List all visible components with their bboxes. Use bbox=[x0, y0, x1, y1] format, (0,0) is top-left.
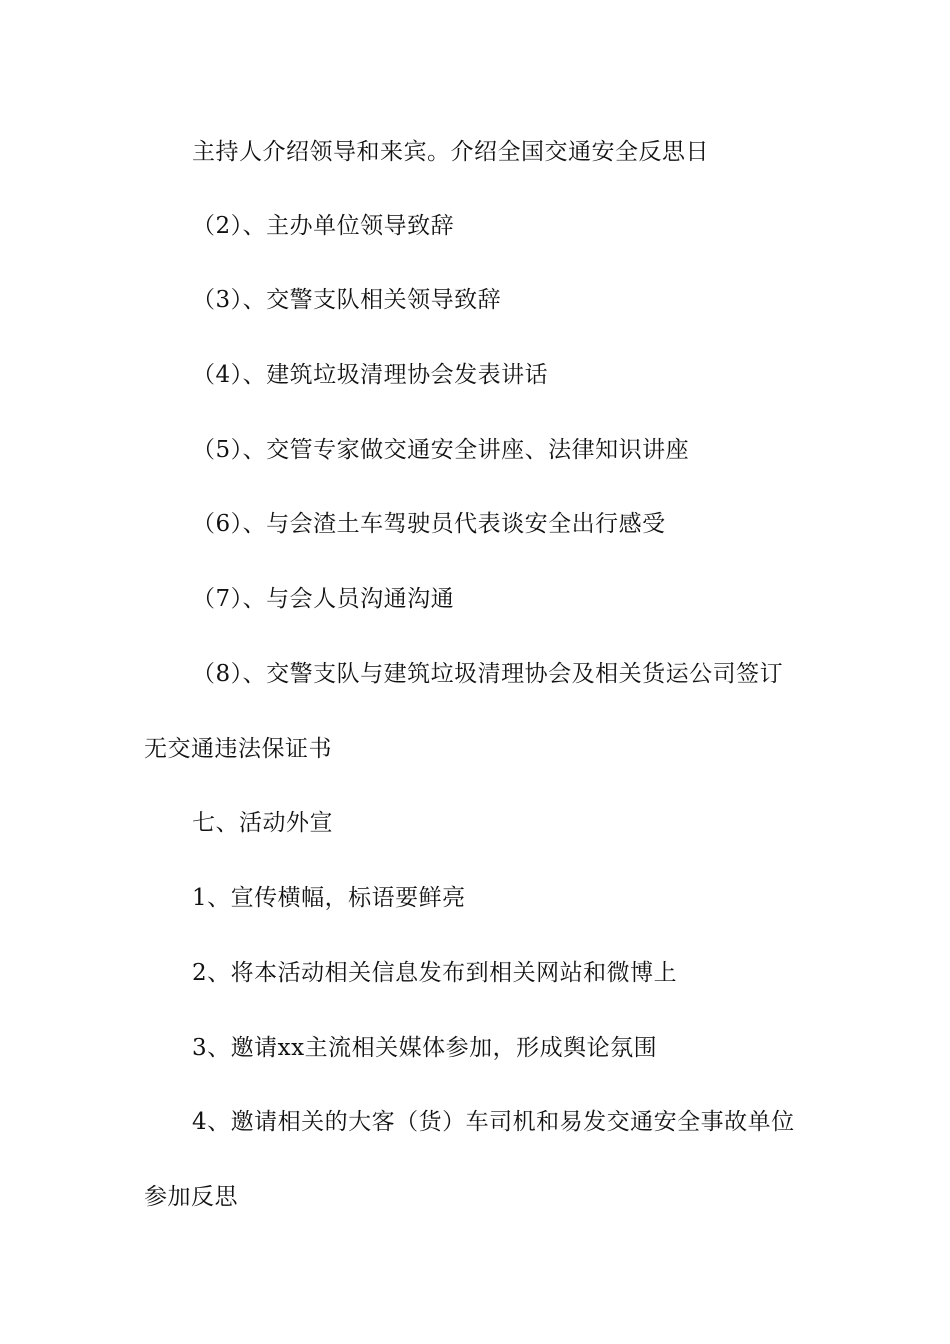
list-item: 1、宣传横幅，标语要鲜亮 bbox=[192, 885, 466, 911]
paragraph-line: 参加反思 bbox=[144, 1184, 238, 1210]
list-item: （4）、建筑垃圾清理协会发表讲话 bbox=[192, 362, 549, 388]
paragraph-line: 无交通违法保证书 bbox=[144, 736, 332, 762]
list-item: 3、邀请xx主流相关媒体参加，形成舆论氛围 bbox=[192, 1035, 658, 1061]
list-item: （2）、主办单位领导致辞 bbox=[192, 213, 455, 239]
list-item: 4、邀请相关的大客（货）车司机和易发交通安全事故单位 bbox=[192, 1109, 795, 1135]
list-item: （8）、交警支队与建筑垃圾清理协会及相关货运公司签订 bbox=[192, 661, 784, 687]
list-item: （7）、与会人员沟通沟通 bbox=[192, 586, 455, 612]
list-item: （5）、交管专家做交通安全讲座、法律知识讲座 bbox=[192, 437, 690, 463]
list-item: （3）、交警支队相关领导致辞 bbox=[192, 287, 502, 313]
list-item: （6）、与会渣土车驾驶员代表谈安全出行感受 bbox=[192, 511, 666, 537]
list-item: 2、将本活动相关信息发布到相关网站和微博上 bbox=[192, 960, 678, 986]
section-heading: 七、活动外宣 bbox=[192, 810, 333, 836]
paragraph-line: 主持人介绍领导和来宾。介绍全国交通安全反思日 bbox=[192, 139, 709, 165]
